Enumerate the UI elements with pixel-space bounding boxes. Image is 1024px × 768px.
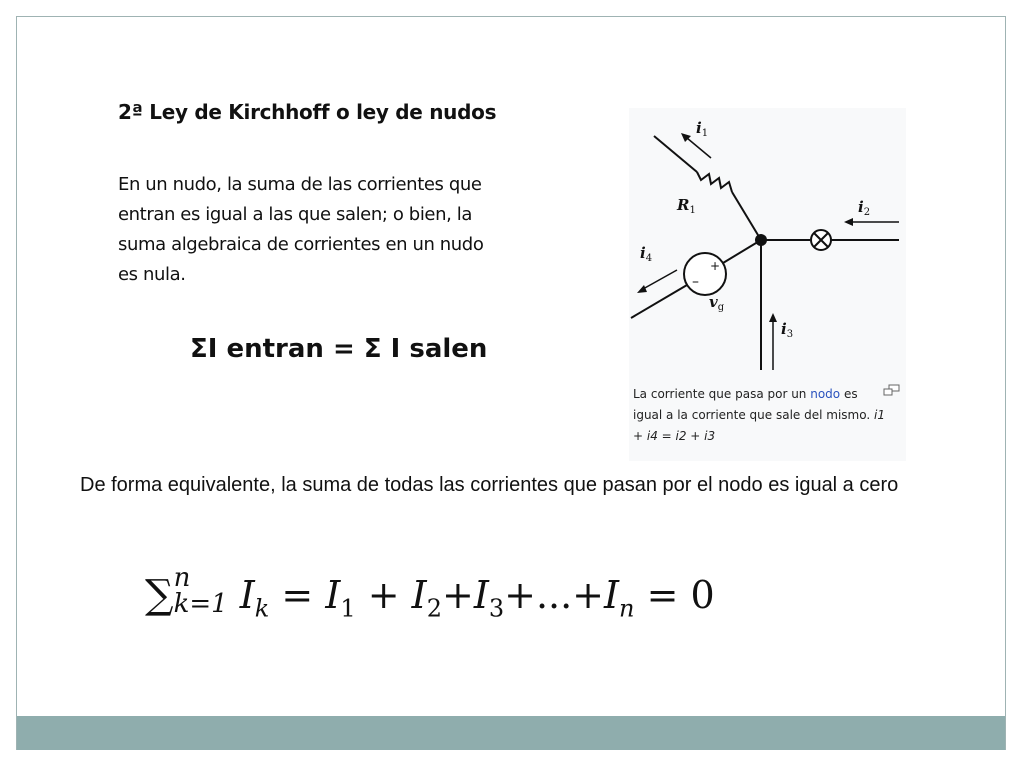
nodo-link[interactable]: nodo (810, 387, 841, 401)
label-i2: $i_2$ (858, 198, 871, 218)
caption-equation: i1 + i4 = i2 + i3 (633, 408, 885, 443)
node-dot (755, 234, 767, 246)
eq-i2-sub: 2 (426, 594, 442, 623)
definition-paragraph (118, 170, 568, 290)
slide-title: 2ª Ley de Kirchhoff o ley de nudos (118, 100, 497, 124)
figure-caption (633, 384, 888, 447)
arrow-i1 (687, 138, 711, 158)
svg-text:+: + (710, 259, 721, 273)
eq-term-sub: k (254, 594, 270, 623)
eq-i1: I (325, 573, 341, 617)
wire-i4 (631, 285, 687, 318)
eq-equals: = (281, 573, 314, 617)
paragraph-line: entran es igual a las que salen; o bien, la (118, 204, 472, 225)
label-vg: $v_g$ (709, 293, 725, 313)
sum-upper: n (173, 562, 191, 593)
equivalence-text: De forma equivalente, la suma de todas las corrientes que pasan por el nodo es igual a cero (80, 474, 899, 496)
eq-plus: + (367, 573, 400, 617)
caption-text: La corriente que pasa por un (633, 387, 811, 401)
eq-zero: 0 (690, 573, 715, 617)
label-i4: $i_4$ (640, 244, 653, 264)
sum-limits (173, 562, 228, 619)
paragraph-line: suma algebraica de corrientes en un nudo (118, 234, 484, 255)
eq-in: I (604, 573, 620, 617)
resistor-r1 (697, 172, 732, 192)
paragraph-line: En un nudo, la suma de las corrientes que (118, 174, 482, 195)
eq-plus-2: + (441, 573, 474, 617)
eq-in-sub: n (619, 594, 635, 623)
sum-symbol: ∑ (145, 572, 174, 618)
eq-i3-sub: 3 (488, 594, 505, 623)
paragraph-line: es nula. (118, 264, 186, 285)
eq-term: I (239, 573, 255, 617)
footer-bar (17, 716, 1005, 750)
svg-text:–: – (692, 274, 699, 290)
eq-ellipsis: +...+ (504, 573, 605, 617)
caption-text-end: es igual a la corriente que sale del mismo. (633, 387, 871, 422)
wire-node-source (723, 240, 761, 263)
arrow-i4 (643, 270, 677, 289)
eq-i2: I (411, 573, 427, 617)
label-r1: $R_1$ (677, 196, 696, 216)
kirchhoff-formula: ΣI entran = Σ I salen (190, 334, 488, 364)
label-i1: $i_1$ (696, 119, 709, 139)
wire-r1-node (732, 192, 761, 240)
label-i3: $i_3$ (781, 320, 794, 340)
eq-i1-sub: 1 (340, 594, 356, 623)
eq-equals-2: = (646, 573, 679, 617)
sum-lower: k=1 (173, 588, 228, 619)
sum-equation (145, 562, 715, 625)
eq-i3: I (473, 573, 489, 617)
